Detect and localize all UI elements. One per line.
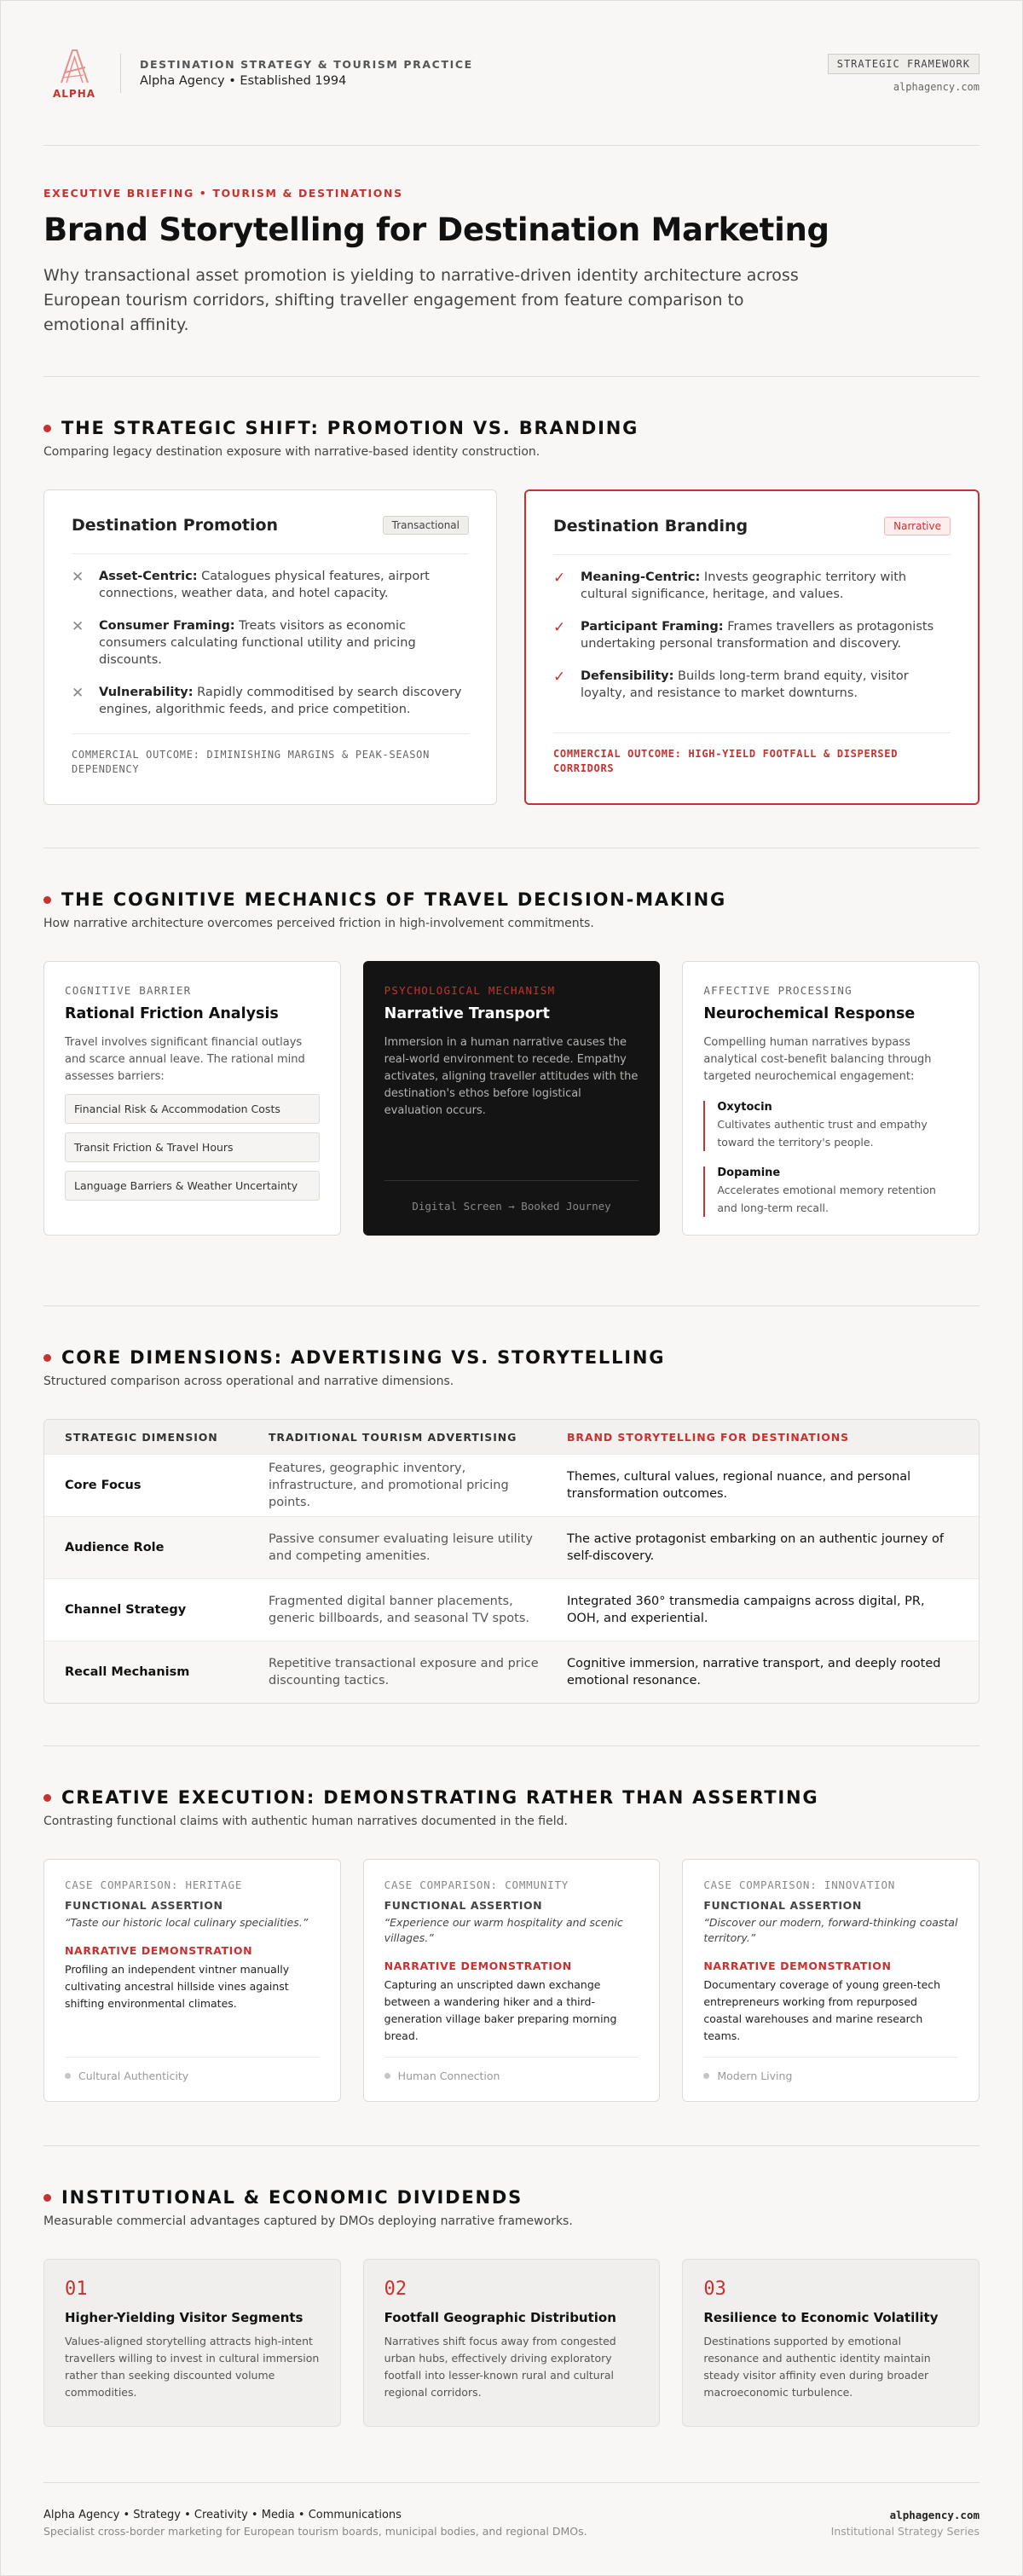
- tag-dot-icon: [703, 2073, 709, 2079]
- list-item: [553, 618, 951, 652]
- card-badge: Narrative: [884, 517, 951, 535]
- commercial-outcome: COMMERCIAL OUTCOME: HIGH-YIELD FOOTFALL & DISPERSED CORRIDORS: [553, 732, 951, 776]
- card-header: [553, 517, 951, 555]
- list-item: [553, 668, 951, 702]
- alpha-logo[interactable]: [43, 47, 105, 100]
- section-heading: THE STRATEGIC SHIFT: PROMOTION VS. BRANDING: [61, 418, 639, 438]
- check-icon: ✓: [553, 570, 566, 587]
- alpha-logo-icon: [55, 47, 94, 86]
- dividend-number: 02: [384, 2278, 407, 2300]
- card-affective-processing: [682, 961, 980, 1236]
- dimensions-table: [43, 1419, 980, 1704]
- bullet-dot-icon: [43, 896, 51, 904]
- storytelling-cell: Integrated 360° transmedia campaigns across digital, PR, OOH, and experiential.: [567, 1595, 925, 1625]
- neurochemical-name: Oxytocin: [717, 1101, 772, 1114]
- header-meta: [828, 54, 980, 93]
- bullet-dot-icon: [43, 1794, 51, 1802]
- dimension-cell: Recall Mechanism: [65, 1665, 190, 1679]
- framework-badge: STRATEGIC FRAMEWORK: [828, 54, 980, 74]
- dividend-title: Higher-Yielding Visitor Segments: [65, 2310, 303, 2325]
- card-destination-branding: [524, 489, 980, 805]
- table-row: [44, 1578, 979, 1641]
- section-subtitle: Comparing legacy destination exposure with narrative-based identity construction.: [43, 445, 540, 459]
- brand-text: [140, 58, 473, 88]
- dividend-title: Footfall Geographic Distribution: [384, 2310, 616, 2325]
- practice-name: DESTINATION STRATEGY & TOURISM PRACTICE: [140, 58, 473, 71]
- narrative-description: Documentary coverage of young green-tech entrepreneurs working from repurposed coastal warehouses and marine research teams.: [703, 1978, 941, 2042]
- dimension-cell: Channel Strategy: [65, 1603, 187, 1617]
- agency-name: Alpha Agency • Established 1994: [140, 74, 347, 88]
- hero: [43, 146, 980, 377]
- narrative-label: NARRATIVE DEMONSTRATION: [703, 1959, 892, 1972]
- column-header: TRADITIONAL TOURISM ADVERTISING: [269, 1430, 517, 1444]
- dividend-description: Narratives shift focus away from congested urban hubs, effectively driving exploratory footfall into lesser-known rural and cultural regional corridors.: [384, 2335, 616, 2399]
- storytelling-cell: Cognitive immersion, narrative transport, and deeply rooted emotional resonance.: [567, 1657, 941, 1687]
- section-subtitle: Structured comparison across operational and narrative dimensions.: [43, 1375, 454, 1388]
- page-header: [43, 1, 980, 146]
- card-label: AFFECTIVE PROCESSING: [703, 984, 852, 997]
- card-description: Compelling human narratives bypass analytical cost-benefit balancing through targeted neurochemical engagement:: [703, 1036, 932, 1083]
- card-psychological-mechanism: [363, 961, 661, 1236]
- footer-series: Institutional Strategy Series: [830, 2525, 980, 2538]
- section-heading: CORE DIMENSIONS: ADVERTISING VS. STORYTELLING: [61, 1347, 666, 1368]
- section-heading: CREATIVE EXECUTION: DEMONSTRATING RATHER THAN ASSERTING: [61, 1787, 819, 1808]
- check-icon: ✓: [553, 669, 566, 686]
- journey-caption: Digital Screen → Booked Journey: [384, 1180, 639, 1213]
- list-item-text: Meaning-Centric: Invests geographic territory with cultural significance, heritage, and values.: [581, 570, 907, 601]
- cross-icon: ✕: [72, 618, 84, 635]
- table-row: [44, 1454, 979, 1516]
- section-heading: INSTITUTIONAL & ECONOMIC DIVIDENDS: [61, 2187, 523, 2208]
- assertion-label: FUNCTIONAL ASSERTION: [384, 1899, 543, 1912]
- case-label: CASE COMPARISON: COMMUNITY: [384, 1878, 569, 1891]
- case-tag: Human Connection: [384, 2057, 639, 2082]
- advertising-cell: Passive consumer evaluating leisure utility and competing amenities.: [269, 1532, 533, 1563]
- column-header: STRATEGIC DIMENSION: [65, 1430, 218, 1444]
- card-cognitive-barrier: [43, 961, 341, 1236]
- neurochemical-desc: Accelerates emotional memory retention and long-term recall.: [717, 1184, 936, 1214]
- section-core-dimensions: [43, 1306, 980, 1746]
- dividend-cards: [43, 2259, 980, 2427]
- list-item-text: Vulnerability: Rapidly commoditised by search discovery engines, algorithmic feeds, and price competition.: [99, 686, 462, 716]
- section-subtitle: Measurable commercial advantages captured by DMOs deploying narrative frameworks.: [43, 2214, 573, 2228]
- case-cards: [43, 1859, 980, 2102]
- card-label: PSYCHOLOGICAL MECHANISM: [384, 984, 556, 997]
- section-title: [43, 889, 980, 910]
- hero-eyebrow: EXECUTIVE BRIEFING • TOURISM & DESTINATIONS: [43, 187, 403, 200]
- page-title: Brand Storytelling for Destination Marketing: [43, 211, 829, 248]
- section-title: [43, 1347, 980, 1368]
- list-item-text: Defensibility: Builds long-term brand equity, visitor loyalty, and resistance to market downturns.: [581, 669, 909, 700]
- list-item: [72, 617, 469, 669]
- card-badge: Transactional: [383, 516, 469, 535]
- logo-text: ALPHA: [52, 87, 96, 100]
- list-item-text: Asset-Centric: Catalogues physical features, airport connections, weather data, and hotel capacity.: [99, 570, 430, 600]
- section-strategic-shift: [43, 377, 980, 848]
- dividend-card: [682, 2259, 980, 2427]
- cross-icon: ✕: [72, 569, 84, 586]
- assertion-quote: “Experience our warm hospitality and scenic villages.”: [384, 1916, 623, 1944]
- barrier-chip: Financial Risk & Accommodation Costs: [65, 1094, 320, 1124]
- footer-right: [831, 2509, 980, 2538]
- card-title: Neurochemical Response: [703, 1005, 916, 1022]
- neurochemical-item: [703, 1166, 958, 1217]
- case-label: CASE COMPARISON: HERITAGE: [65, 1878, 243, 1891]
- section-title: [43, 418, 980, 438]
- narrative-description: Capturing an unscripted dawn exchange between a wandering hiker and a third-generation village baker preparing morning bread.: [384, 1978, 617, 2042]
- card-title: Destination Branding: [553, 517, 748, 535]
- dimension-cell: Audience Role: [65, 1541, 165, 1554]
- section-title: [43, 1787, 980, 1808]
- bullet-dot-icon: [43, 1354, 51, 1362]
- list-item: [553, 569, 951, 603]
- brand: [43, 47, 473, 100]
- neurochemical-name: Dopamine: [717, 1166, 781, 1179]
- neurochemical-desc: Cultivates authentic trust and empathy toward the territory's people.: [717, 1118, 928, 1149]
- dividend-card: [43, 2259, 341, 2427]
- dividend-description: Values-aligned storytelling attracts high-intent travellers willing to invest in cultural immersion rather than seeking discounted volume commodities.: [65, 2335, 320, 2399]
- barrier-chip: Transit Friction & Travel Hours: [65, 1132, 320, 1162]
- commercial-outcome: COMMERCIAL OUTCOME: DIMINISHING MARGINS & PEAK-SEASON DEPENDENCY: [72, 733, 469, 777]
- promotion-list: [72, 568, 469, 718]
- bullet-dot-icon: [43, 425, 51, 432]
- dimension-cell: Core Focus: [65, 1479, 142, 1492]
- card-title: Rational Friction Analysis: [65, 1005, 279, 1022]
- brand-divider: [120, 54, 121, 93]
- table-header-row: [44, 1420, 979, 1454]
- case-tag: Cultural Authenticity: [65, 2057, 320, 2082]
- dividend-description: Destinations supported by emotional resonance and authentic identity maintain steady visitor affinity even during broader macroeconomic turbulence.: [703, 2335, 931, 2399]
- tag-dot-icon: [384, 2073, 390, 2079]
- cross-icon: ✕: [72, 685, 84, 702]
- bullet-dot-icon: [43, 2194, 51, 2202]
- storytelling-cell: Themes, cultural values, regional nuance, and personal transformation outcomes.: [567, 1470, 911, 1501]
- card-header: [72, 516, 469, 554]
- list-item-text: Participant Framing: Frames travellers as protagonists undertaking personal transformation and discovery.: [581, 620, 934, 651]
- section-creative-execution: [43, 1746, 980, 2146]
- card-title: Destination Promotion: [72, 516, 279, 535]
- neurochemical-item: [703, 1101, 958, 1151]
- check-icon: ✓: [553, 619, 566, 636]
- storytelling-cell: The active protagonist embarking on an authentic journey of self-discovery.: [567, 1532, 945, 1563]
- case-card-heritage: [43, 1859, 341, 2102]
- dividend-card: [363, 2259, 661, 2427]
- cognitive-cards: [43, 961, 980, 1236]
- section-title: [43, 2187, 980, 2208]
- advertising-cell: Features, geographic inventory, infrastructure, and promotional pricing points.: [269, 1462, 509, 1509]
- barrier-chips: [65, 1094, 320, 1201]
- card-description: Immersion in a human narrative causes the real-world environment to recede. Empathy activates, aligning traveller attitudes with the destination's ethos before logistical evaluation occurs.: [384, 1036, 639, 1117]
- section-cognitive-mechanics: [43, 848, 980, 1306]
- header-website-link[interactable]: alphagency.com: [893, 80, 980, 93]
- narrative-label: NARRATIVE DEMONSTRATION: [65, 1944, 253, 1957]
- section-subtitle: Contrasting functional claims with authentic human narratives documented in the field.: [43, 1815, 568, 1828]
- narrative-label: NARRATIVE DEMONSTRATION: [384, 1959, 572, 1972]
- branding-list: [553, 569, 951, 702]
- list-item: [72, 568, 469, 602]
- section-economic-dividends: [43, 2146, 980, 2483]
- assertion-quote: “Taste our historic local culinary specialities.”: [65, 1916, 309, 1929]
- comparison-cards: [43, 489, 980, 805]
- assertion-label: FUNCTIONAL ASSERTION: [703, 1899, 862, 1912]
- list-item-text: Consumer Framing: Treats visitors as economic consumers calculating functional utility and pricing discounts.: [99, 619, 416, 667]
- barrier-chip: Language Barriers & Weather Uncertainty: [65, 1171, 320, 1201]
- card-destination-promotion: [43, 489, 497, 805]
- case-label: CASE COMPARISON: INNOVATION: [703, 1878, 896, 1891]
- hero-lede: Why transactional asset promotion is yielding to narrative-driven identity architecture across European tourism corridors, shifting traveller engagement from feature comparison to emotional affinity.: [43, 266, 799, 334]
- section-subtitle: How narrative architecture overcomes perceived friction in high-involvement commitments.: [43, 917, 594, 930]
- footer-description: Specialist cross-border marketing for European tourism boards, municipal bodies, and regional DMOs.: [43, 2525, 587, 2538]
- footer-tagline: Alpha Agency • Strategy • Creativity • Media • Communications: [43, 2509, 402, 2521]
- narrative-description: Profiling an independent vintner manually cultivating ancestral hillside vines against shifting environmental climates.: [65, 1963, 290, 2010]
- advertising-cell: Fragmented digital banner placements, generic billboards, and seasonal TV spots.: [269, 1595, 529, 1625]
- table-row: [44, 1516, 979, 1578]
- page-footer: [43, 2483, 980, 2538]
- footer-left: [43, 2509, 587, 2538]
- case-card-innovation: [682, 1859, 980, 2102]
- footer-website-link[interactable]: alphagency.com: [889, 2509, 980, 2521]
- advertising-cell: Repetitive transactional exposure and price discounting tactics.: [269, 1657, 539, 1687]
- list-item: [72, 684, 469, 718]
- assertion-label: FUNCTIONAL ASSERTION: [65, 1899, 223, 1912]
- dividend-title: Resilience to Economic Volatility: [703, 2310, 939, 2325]
- card-description: Travel involves significant financial outlays and scarce annual leave. The rational mind assesses barriers:: [65, 1036, 305, 1083]
- assertion-quote: “Discover our modern, forward-thinking coastal territory.”: [703, 1916, 958, 1944]
- section-heading: THE COGNITIVE MECHANICS OF TRAVEL DECISION-MAKING: [61, 889, 727, 910]
- dividend-number: 03: [703, 2278, 726, 2300]
- column-header: BRAND STORYTELLING FOR DESTINATIONS: [567, 1430, 850, 1444]
- card-title: Narrative Transport: [384, 1005, 550, 1022]
- table-row: [44, 1641, 979, 1703]
- case-tag: Modern Living: [703, 2057, 958, 2082]
- tag-dot-icon: [65, 2073, 71, 2079]
- dividend-number: 01: [65, 2278, 88, 2300]
- case-card-community: [363, 1859, 661, 2102]
- card-label: COGNITIVE BARRIER: [65, 984, 192, 997]
